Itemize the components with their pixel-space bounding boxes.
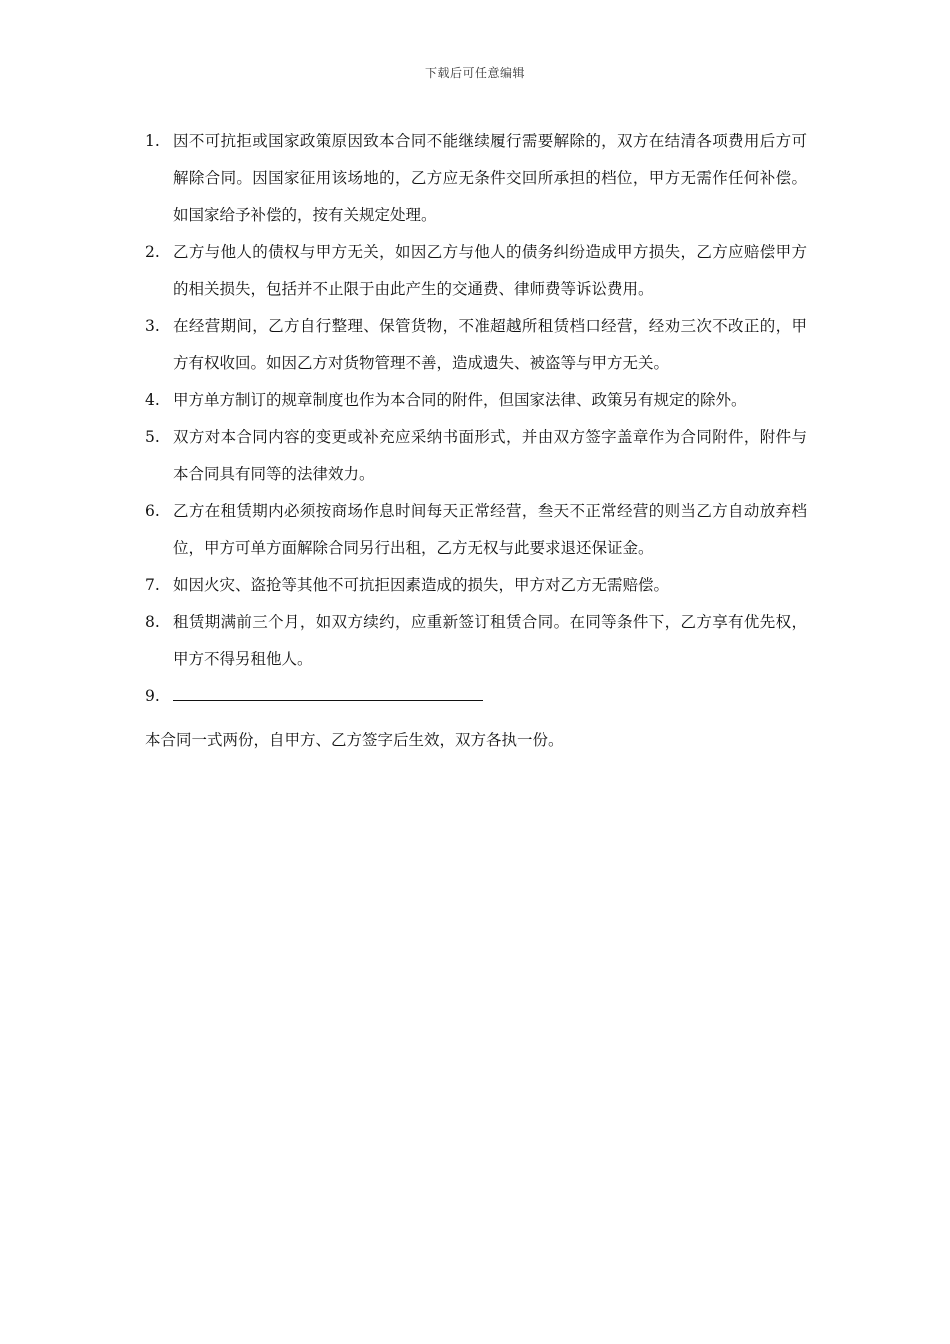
clause-text-blank [173,678,807,715]
clause-item [145,604,807,678]
clause-number: 4. [145,391,160,409]
clause-item [145,234,807,308]
page-header: 下载后可任意编辑 [424,66,525,80]
clause-number: 5. [145,428,160,446]
clause-number: 8. [145,613,160,631]
contract-clauses-list [145,123,807,715]
clause-item [145,493,807,567]
clause-number: 9. [145,687,160,705]
clause-text: 甲方单方制订的规章制度也作为本合同的附件，但国家法律、政策另有规定的除外。 [173,391,747,409]
clause-text: 租赁期满前三个月，如双方续约，应重新签订租赁合同。在同等条件下，乙方享有优先权，甲方不得另租他人。 [173,613,807,668]
clause-number: 1. [145,132,160,150]
clause-text: 因不可抗拒或国家政策原因致本合同不能继续履行需要解除的，双方在结清各项费用后方可解除合同。因国家征用该场地的，乙方应无条件交回所承担的档位，甲方无需作任何补偿。如国家给予补偿的，按有关规定处理。 [173,132,807,224]
clause-number: 7. [145,576,160,594]
clause-item [145,382,807,419]
clause-text: 乙方在租赁期内必须按商场作息时间每天正常经营，叁天不正常经营的则当乙方自动放弃档位，甲方可单方面解除合同另行出租，乙方无权与此要求退还保证金。 [173,502,807,557]
clause-item [145,567,807,604]
blank-fill-line[interactable] [173,678,483,701]
clause-text: 如因火灾、盗抢等其他不可抗拒因素造成的损失，甲方对乙方无需赔偿。 [173,576,670,594]
clause-number: 2. [145,243,160,261]
clause-text: 在经营期间，乙方自行整理、保管货物，不准超越所租赁档口经营，经劝三次不改正的，甲方有权收回。如因乙方对货物管理不善，造成遗失、被盗等与甲方无关。 [173,317,807,372]
clause-number: 6. [145,502,160,520]
clause-text: 乙方与他人的债权与甲方无关，如因乙方与他人的债务纠纷造成甲方损失，乙方应赔偿甲方的相关损失，包括并不止限于由此产生的交通费、律师费等诉讼费用。 [173,243,807,298]
clause-number: 3. [145,317,160,335]
clause-item [145,308,807,382]
closing-statement: 本合同一式两份，自甲方、乙方签字后生效，双方各执一份。 [145,731,564,749]
clause-item [145,419,807,493]
clause-item-blank [145,678,807,715]
clause-text: 双方对本合同内容的变更或补充应采纳书面形式，并由双方签字盖章作为合同附件，附件与本合同具有同等的法律效力。 [173,428,807,483]
clause-item [145,123,807,234]
